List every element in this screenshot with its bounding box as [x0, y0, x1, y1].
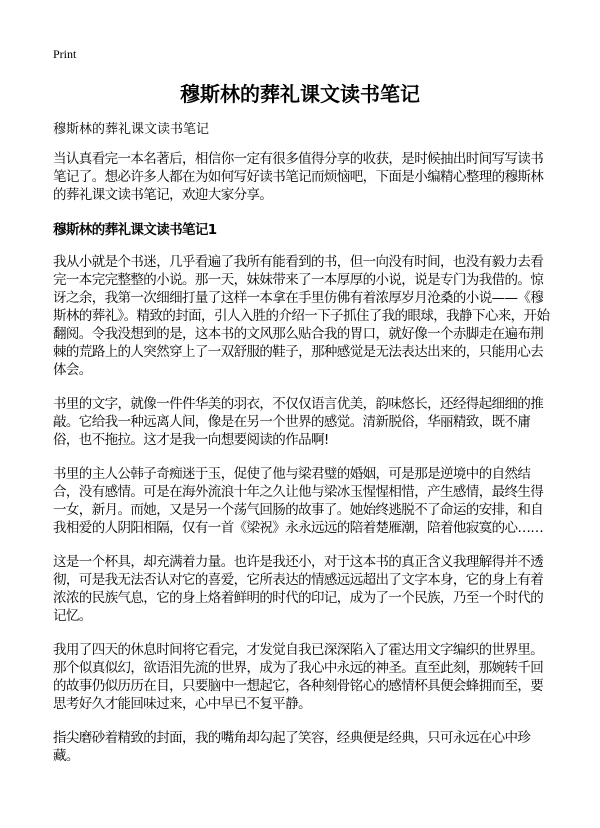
body-paragraph: 书里的文字，就像一件件华美的羽衣，不仅仅语言优美，韵味悠长，还经得起细细的推敲。它给我一种远离人间，像是在另一个世界的感觉。清新脱俗，华丽精致，既不庸俗，也不拖拉。这才是我一向想要阅读的作品啊! [53, 396, 544, 448]
intro-paragraph: 当认真看完一本名著后，相信你一定有很多值得分享的收获，是时候抽出时间写写读书笔记了。想必许多人都在为如何写好读书笔记而烦恼吧，下面是小编精心整理的穆斯林的葬礼课文读书笔记，欢迎大家分享。 [53, 151, 544, 203]
body-paragraph: 书里的主人公韩子奇痴迷于玉，促使了他与梁君璧的婚姻，可是那是逆境中的自然结合，没有感情。可是在海外流浪十年之久让他与梁冰玉惺惺相惜，产生感情，最终生得一女，新月。而她，又是另一个荡气回肠的故事了。她始终逃脱不了命运的安排，和自我相爱的人阴阳相隔，仅有一首《梁祝》永永远远的陪着楚雁潮，陪着他寂寞的心…… [53, 466, 544, 536]
body-paragraph: 这是一个杯具，却充满着力量。也许是我还小，对于这本书的真正含义我理解得并不透彻，可是我无法否认对它的喜爱，它所表达的情感远远超出了文字本身，它的身上有着浓浓的民族气息，它的身上烙着鲜明的时代的印记，成为了一个民族，乃至一个时代的记忆。 [53, 554, 544, 624]
body-paragraph: 指尖磨砂着精致的封面，我的嘴角却勾起了笑容，经典便是经典，只可永远在心中珍藏。 [53, 730, 531, 764]
page-title: 穆斯林的葬礼课文读书笔记 [180, 82, 420, 106]
body-paragraph: 我用了四天的休息时间将它看完，才发觉自我已深深陷入了霍达用文字编织的世界里。那个似真似幻，欲语泪先流的世界，成为了我心中永远的神圣。直至此刻，那婉转千回的故事仍似历历在目，只要脑中一想起它，各种刻骨铭心的感情杯具便会蜂拥而至，要思考好久才能回味过来，心中早已不复平静。 [53, 642, 544, 712]
body-paragraph: 我从小就是个书迷，几乎看遍了我所有能看到的书，但一向没有时间，也没有毅力去看完一本完完整整的小说。那一天，妹妹带来了一本厚厚的小说，说是专门为我借的。惊讶之余，我第一次细细打量了这样一本拿在手里仿佛有着浓厚岁月沧桑的小说——《穆斯林的葬礼》。精致的封面，引人入胜的介绍一下子抓住了我的眼球，我静下心来，开始翻阅。令我没想到的是，这本书的文风那么贴合我的胃口，就好像一个赤脚走在遍布荆棘的荒路上的人突然穿上了一双舒服的鞋子，那种感觉是无法表达出来的，只能用心去体会。 [53, 254, 550, 378]
section-heading: 穆斯林的葬礼课文读书笔记1 [53, 222, 217, 238]
print-label[interactable]: Print [53, 47, 77, 61]
article-body [53, 150, 551, 781]
subtitle: 穆斯林的葬礼课文读书笔记 [53, 122, 210, 137]
